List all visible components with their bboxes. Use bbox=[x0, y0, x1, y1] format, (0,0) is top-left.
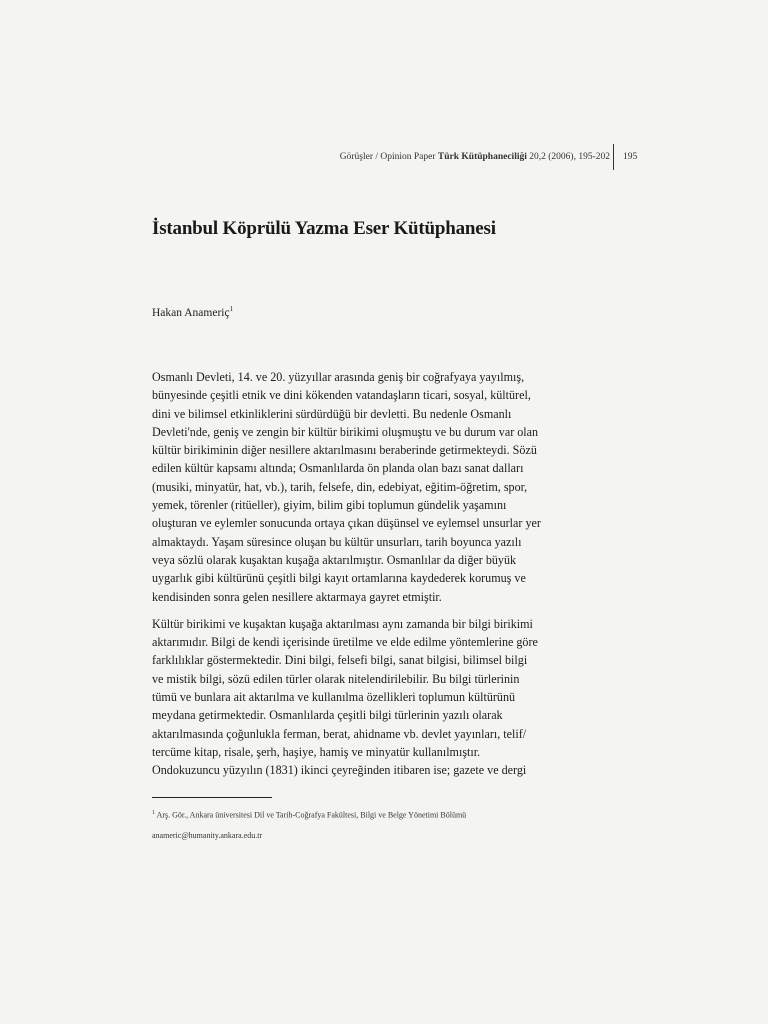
text-line: Ondokuzuncu yüzyılın (1831) ikinci çeyreğinden itibaren ise; gazete ve dergi bbox=[152, 763, 527, 778]
footnote-mark: 1 bbox=[152, 810, 155, 816]
text-line: almaktaydı. Yaşam süresince oluşan bu kültür unsurları, tarih boyunca yazılı bbox=[152, 534, 522, 549]
footnote-affiliation: Arş. Gör., Ankara üniversitesi Dil ve Tarih-Coğrafya Fakültesi, Bilgi ve Belge Yönetimi Bölümü bbox=[156, 810, 467, 820]
author-name: Hakan Anameriç bbox=[152, 306, 230, 319]
text-line: Devleti'nde, geniş ve zengin bir kültür birikimi oluşmuştu ve bu durum var olan bbox=[152, 424, 539, 439]
footnote bbox=[152, 803, 466, 846]
author-line bbox=[152, 305, 233, 319]
text-line: Kültür birikimi ve kuşaktan kuşağa aktarılması aynı zamanda bir bilgi birikimi bbox=[152, 616, 533, 631]
text-line: Osmanlı Devleti, 14. ve 20. yüzyıllar arasında geniş bir coğrafyaya yayılmış, bbox=[152, 370, 525, 384]
text-line: ve mistik bilgi, sözü edilen türler olarak nitelendirilebilir. Bu bilgi türlerinin bbox=[152, 671, 520, 686]
running-head-citation bbox=[340, 152, 610, 162]
text-line: uygarlık gibi kültürünü çeşitli bilgi kayıt ortamlarına kaydederek korumuş ve bbox=[152, 571, 526, 586]
text-line: edilen kültür kapsamı altında; Osmanlılarda ön planda olan bazı sanat dalları bbox=[152, 461, 524, 476]
text-line: (musiki, minyatür, hat, vb.), tarih, felsefe, din, edebiyat, eğitim-öğretim, spor, bbox=[152, 479, 528, 494]
text-line: veya sözlü olarak kuşaktan kuşağa aktarılmıştır. Osmanlılar da diğer büyük bbox=[152, 552, 517, 567]
article-body bbox=[152, 368, 614, 780]
text-line: meydana getirmektedir. Osmanlılarda çeşitli bilgi türlerinin yazılı olarak bbox=[152, 708, 503, 723]
text-line: aktarımıdır. Bilgi de kendi içerisinde üretilme ve elde edilme yöntemlerine göre bbox=[152, 635, 538, 650]
article-title: İstanbul Köprülü Yazma Eser Kütüphanesi bbox=[152, 218, 496, 239]
paragraph-2 bbox=[152, 615, 614, 780]
author-footnote-mark: 1 bbox=[229, 305, 234, 313]
text-line: aktarılmasında çoğunlukla ferman, berat, ahidname vb. devlet yayınları, telif/ bbox=[152, 726, 527, 741]
volume-citation: 20,2 (2006), 195-202 bbox=[529, 152, 610, 162]
paragraph-1 bbox=[152, 368, 614, 606]
text-line: kendisinden sonra gelen nesillere aktarmaya gayret etmiştir. bbox=[152, 589, 442, 604]
text-line: farklılıklar göstermektedir. Dini bilgi, felsefi bilgi, sanat bilgisi, bilimsel bilgi bbox=[152, 653, 528, 668]
text-line: oluşturan ve eylemler sonucunda ortaya çıkan düşünsel ve eylemsel unsurlar yer bbox=[152, 516, 541, 531]
text-line: tercüme kitap, risale, şerh, haşiye, hamiş ve minyatür kullanılmıştır. bbox=[152, 744, 481, 759]
text-line: kültür birikiminin diğer nesillere aktarılmasını beraberinde getirmekteydi. Sözü bbox=[152, 443, 537, 458]
text-line: yemek, törenler (ritüeller), giyim, bilim gibi toplumun gündelik yaşamını bbox=[152, 498, 507, 513]
page-number: 195 bbox=[623, 152, 638, 162]
running-head-divider bbox=[613, 144, 614, 170]
text-line: tümü ve bunlara ait aktarılma ve kullanılma özellikleri toplumun kültürünü bbox=[152, 690, 516, 705]
footnote-affiliation-line bbox=[152, 803, 466, 826]
footnote-email: anameric@humanity.ankara.edu.tr bbox=[152, 830, 263, 840]
text-line: bünyesinde çeşitli etnik ve dini kökenden vatandaşların ticari, sosyal, kültürel, bbox=[152, 388, 531, 403]
journal-name: Türk Kütüphaneciliği bbox=[437, 152, 527, 162]
footnote-rule bbox=[152, 797, 272, 798]
section-label: Görüşler / Opinion Paper bbox=[339, 152, 436, 162]
text-line: dini ve bilimsel etkinliklerini sürdürdüğü bir devletti. Bu nedenle Osmanlı bbox=[152, 406, 512, 421]
running-head bbox=[0, 152, 768, 166]
